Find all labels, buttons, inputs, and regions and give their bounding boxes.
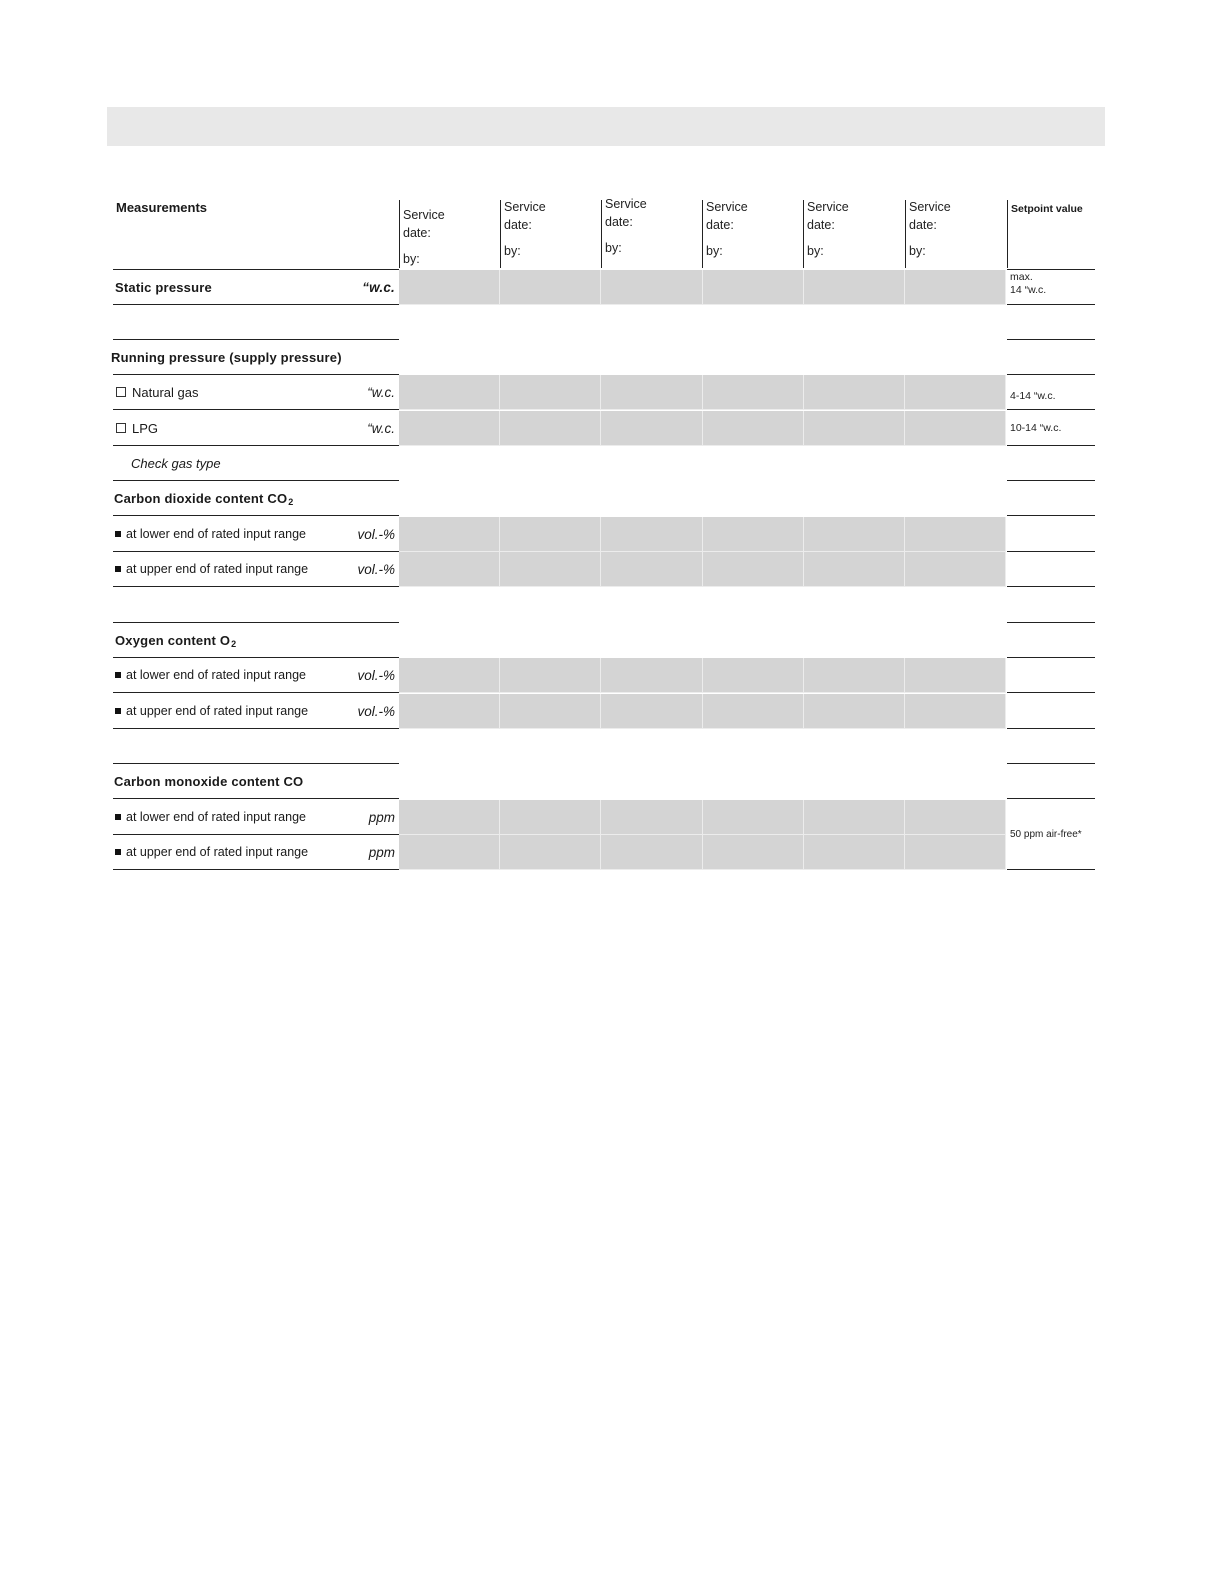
row-label bbox=[113, 375, 399, 410]
setpoint-value bbox=[1007, 481, 1095, 516]
setpoint-value bbox=[1007, 623, 1095, 658]
unit-label: vol.-% bbox=[357, 527, 395, 542]
entry-cell[interactable] bbox=[500, 552, 601, 587]
entry-cell[interactable] bbox=[500, 694, 601, 729]
service-by-label: by: bbox=[706, 244, 723, 258]
entry-cell[interactable] bbox=[703, 517, 804, 552]
service-by-label: by: bbox=[403, 252, 420, 266]
entry-cell[interactable] bbox=[399, 835, 500, 870]
entry-cell[interactable] bbox=[601, 411, 702, 446]
entry-cell[interactable] bbox=[804, 800, 905, 835]
setpoint-value bbox=[1007, 729, 1095, 764]
entry-cells bbox=[399, 835, 1006, 870]
service-date-label: date: bbox=[504, 218, 532, 232]
entry-cell[interactable] bbox=[399, 694, 500, 729]
service-column-4 bbox=[702, 200, 803, 268]
row-label-text: Carbon dioxide content CO bbox=[114, 490, 288, 506]
entry-cell[interactable] bbox=[601, 658, 702, 693]
service-date-label: date: bbox=[605, 215, 633, 229]
service-label: Service bbox=[504, 200, 546, 214]
table-row-blank bbox=[113, 729, 1095, 764]
entry-cell[interactable] bbox=[905, 375, 1006, 410]
table-row-o2-upper bbox=[113, 694, 1095, 729]
entry-cell[interactable] bbox=[804, 658, 905, 693]
row-label bbox=[113, 552, 399, 587]
service-column-3 bbox=[601, 197, 702, 268]
table-row-check-gas bbox=[113, 446, 1095, 481]
entry-cell[interactable] bbox=[703, 270, 804, 305]
entry-cells bbox=[399, 552, 1006, 587]
entry-cell[interactable] bbox=[804, 411, 905, 446]
service-label: Service bbox=[706, 200, 748, 214]
row-label bbox=[113, 411, 399, 446]
unit-label: vol.-% bbox=[357, 704, 395, 719]
entry-cell[interactable] bbox=[804, 694, 905, 729]
service-column-1 bbox=[399, 200, 500, 268]
service-column-6 bbox=[905, 200, 1007, 268]
entry-cell[interactable] bbox=[905, 270, 1006, 305]
entry-cells bbox=[399, 375, 1006, 410]
entry-cell[interactable] bbox=[804, 552, 905, 587]
row-label-text: Carbon monoxide content CO bbox=[114, 773, 304, 789]
bullet-icon bbox=[115, 814, 121, 820]
setpoint-heading: Setpoint value bbox=[1007, 200, 1095, 268]
row-label bbox=[113, 588, 399, 623]
entry-cell[interactable] bbox=[399, 658, 500, 693]
bullet-icon bbox=[115, 708, 121, 714]
entry-cell[interactable] bbox=[601, 552, 702, 587]
entry-cell[interactable] bbox=[601, 800, 702, 835]
setpoint-value bbox=[1007, 446, 1095, 481]
entry-cell[interactable] bbox=[703, 658, 804, 693]
setpoint-value bbox=[1007, 517, 1095, 552]
row-label bbox=[113, 270, 399, 305]
entry-cell[interactable] bbox=[905, 694, 1006, 729]
table-row-lpg bbox=[113, 411, 1095, 446]
unit-label: ppm bbox=[368, 810, 395, 825]
row-label bbox=[113, 481, 399, 516]
service-label: Service bbox=[909, 200, 951, 214]
header-band bbox=[107, 107, 1105, 146]
entry-cell[interactable] bbox=[500, 375, 601, 410]
table-row-blank bbox=[113, 588, 1095, 623]
service-by-label: by: bbox=[807, 244, 824, 258]
entry-cell[interactable] bbox=[703, 552, 804, 587]
setpoint-value bbox=[1007, 588, 1095, 623]
entry-cell[interactable] bbox=[500, 517, 601, 552]
service-column-5 bbox=[803, 200, 904, 268]
row-label-text: Static pressure bbox=[115, 279, 212, 295]
entry-cell[interactable] bbox=[804, 375, 905, 410]
setpoint-value bbox=[1007, 658, 1095, 693]
setpoint-value-co: 50 ppm air-free* bbox=[1007, 800, 1095, 870]
entry-cell[interactable] bbox=[601, 375, 702, 410]
entry-cell[interactable] bbox=[703, 375, 804, 410]
setpoint-value bbox=[1007, 305, 1095, 340]
subscript: 2 bbox=[288, 497, 294, 507]
entry-cell[interactable] bbox=[601, 694, 702, 729]
table-row-co-heading bbox=[113, 764, 1095, 799]
entry-cell[interactable] bbox=[703, 694, 804, 729]
service-date-label: date: bbox=[706, 218, 734, 232]
entry-cell[interactable] bbox=[500, 658, 601, 693]
bullet-icon bbox=[115, 531, 121, 537]
entry-cells bbox=[399, 517, 1006, 552]
table-row-blank bbox=[113, 305, 1095, 340]
entry-cells bbox=[399, 658, 1006, 693]
entry-cells bbox=[399, 270, 1006, 305]
row-label bbox=[113, 623, 399, 658]
setpoint-value: 4-14 “w.c. bbox=[1007, 375, 1095, 410]
service-label: Service bbox=[403, 208, 445, 222]
unit-label: “w.c. bbox=[367, 385, 395, 400]
unit-label: ppm bbox=[368, 845, 395, 860]
checkbox[interactable] bbox=[116, 387, 126, 397]
table-row-static-pressure bbox=[113, 270, 1095, 305]
entry-cell[interactable] bbox=[500, 835, 601, 870]
entry-cell[interactable] bbox=[399, 411, 500, 446]
row-label-text: at upper end of rated input range bbox=[126, 704, 309, 718]
service-by-label: by: bbox=[504, 244, 521, 258]
entry-cell[interactable] bbox=[703, 800, 804, 835]
entry-cell[interactable] bbox=[703, 411, 804, 446]
setpoint-value bbox=[1007, 270, 1095, 305]
setpoint-value bbox=[1007, 764, 1095, 799]
row-label bbox=[113, 835, 399, 870]
entry-cell[interactable] bbox=[601, 270, 702, 305]
unit-label: vol.-% bbox=[357, 668, 395, 683]
setpoint-value bbox=[1007, 694, 1095, 729]
bullet-icon bbox=[115, 849, 121, 855]
entry-cell[interactable] bbox=[601, 835, 702, 870]
service-label: Service bbox=[605, 197, 647, 211]
checkbox[interactable] bbox=[116, 423, 126, 433]
service-column-2 bbox=[500, 200, 601, 268]
service-label: Service bbox=[807, 200, 849, 214]
entry-cell[interactable] bbox=[804, 270, 905, 305]
entry-cell[interactable] bbox=[905, 835, 1006, 870]
entry-cell[interactable] bbox=[500, 800, 601, 835]
entry-cell[interactable] bbox=[804, 517, 905, 552]
service-by-label: by: bbox=[909, 244, 926, 258]
setpoint-line: 14 “w.c. bbox=[1010, 284, 1047, 296]
setpoint-value bbox=[1007, 340, 1095, 375]
row-label-text: at upper end of rated input range bbox=[126, 845, 309, 859]
row-label-text: at lower end of rated input range bbox=[126, 668, 306, 682]
row-label bbox=[113, 340, 399, 375]
entry-cells bbox=[399, 411, 1006, 446]
row-label bbox=[113, 446, 399, 481]
service-date-label: date: bbox=[909, 218, 937, 232]
entry-cell[interactable] bbox=[905, 411, 1006, 446]
table-row-co-upper bbox=[113, 835, 1095, 870]
bullet-icon bbox=[115, 566, 121, 572]
entry-cell[interactable] bbox=[905, 517, 1006, 552]
setpoint-value: 10-14 “w.c. bbox=[1007, 411, 1095, 446]
measurements-heading: Measurements bbox=[116, 200, 208, 215]
row-label bbox=[113, 658, 399, 693]
table-row-natural-gas bbox=[113, 375, 1095, 410]
unit-label: “w.c. bbox=[367, 421, 395, 436]
row-label-text: at upper end of rated input range bbox=[126, 562, 309, 576]
table-row-o2-heading bbox=[113, 623, 1095, 658]
entry-cell[interactable] bbox=[399, 800, 500, 835]
subscript: 2 bbox=[231, 639, 237, 649]
row-label bbox=[113, 764, 399, 799]
service-by-label: by: bbox=[605, 241, 622, 255]
unit-label: vol.-% bbox=[357, 562, 395, 577]
setpoint-value bbox=[1007, 552, 1095, 587]
row-label-text: Natural gas bbox=[132, 384, 199, 400]
entry-cell[interactable] bbox=[500, 411, 601, 446]
row-label-text: LPG bbox=[132, 420, 159, 436]
table-row-co-lower bbox=[113, 800, 1095, 835]
entry-cell[interactable] bbox=[500, 270, 601, 305]
row-label-text: Oxygen content O bbox=[115, 632, 231, 648]
table-row-co2-upper bbox=[113, 552, 1095, 587]
entry-cell[interactable] bbox=[399, 375, 500, 410]
table-row-running-pressure bbox=[113, 340, 1095, 375]
entry-cells bbox=[399, 694, 1006, 729]
row-label bbox=[113, 305, 399, 340]
entry-cell[interactable] bbox=[399, 270, 500, 305]
entry-cell[interactable] bbox=[804, 835, 905, 870]
entry-cells bbox=[399, 800, 1006, 835]
setpoint-line: max. bbox=[1010, 271, 1033, 283]
row-label bbox=[113, 517, 399, 552]
entry-cell[interactable] bbox=[399, 517, 500, 552]
entry-cell[interactable] bbox=[601, 517, 702, 552]
table-row-co2-lower bbox=[113, 517, 1095, 552]
row-label-text: at lower end of rated input range bbox=[126, 810, 306, 824]
entry-cell[interactable] bbox=[905, 552, 1006, 587]
entry-cell[interactable] bbox=[905, 800, 1006, 835]
row-label-text: at lower end of rated input range bbox=[126, 527, 306, 541]
row-label bbox=[113, 800, 399, 835]
row-label bbox=[113, 694, 399, 729]
row-label bbox=[113, 729, 399, 764]
entry-cell[interactable] bbox=[905, 658, 1006, 693]
entry-cell[interactable] bbox=[399, 552, 500, 587]
service-date-label: date: bbox=[403, 226, 431, 240]
row-label-text: Running pressure (supply pressure) bbox=[111, 349, 342, 365]
table-row-o2-lower bbox=[113, 658, 1095, 693]
row-label-text: Check gas type bbox=[131, 455, 221, 471]
unit-label: “w.c. bbox=[362, 280, 395, 295]
service-date-label: date: bbox=[807, 218, 835, 232]
bullet-icon bbox=[115, 672, 121, 678]
table-row-co2-heading bbox=[113, 481, 1095, 516]
entry-cell[interactable] bbox=[703, 835, 804, 870]
